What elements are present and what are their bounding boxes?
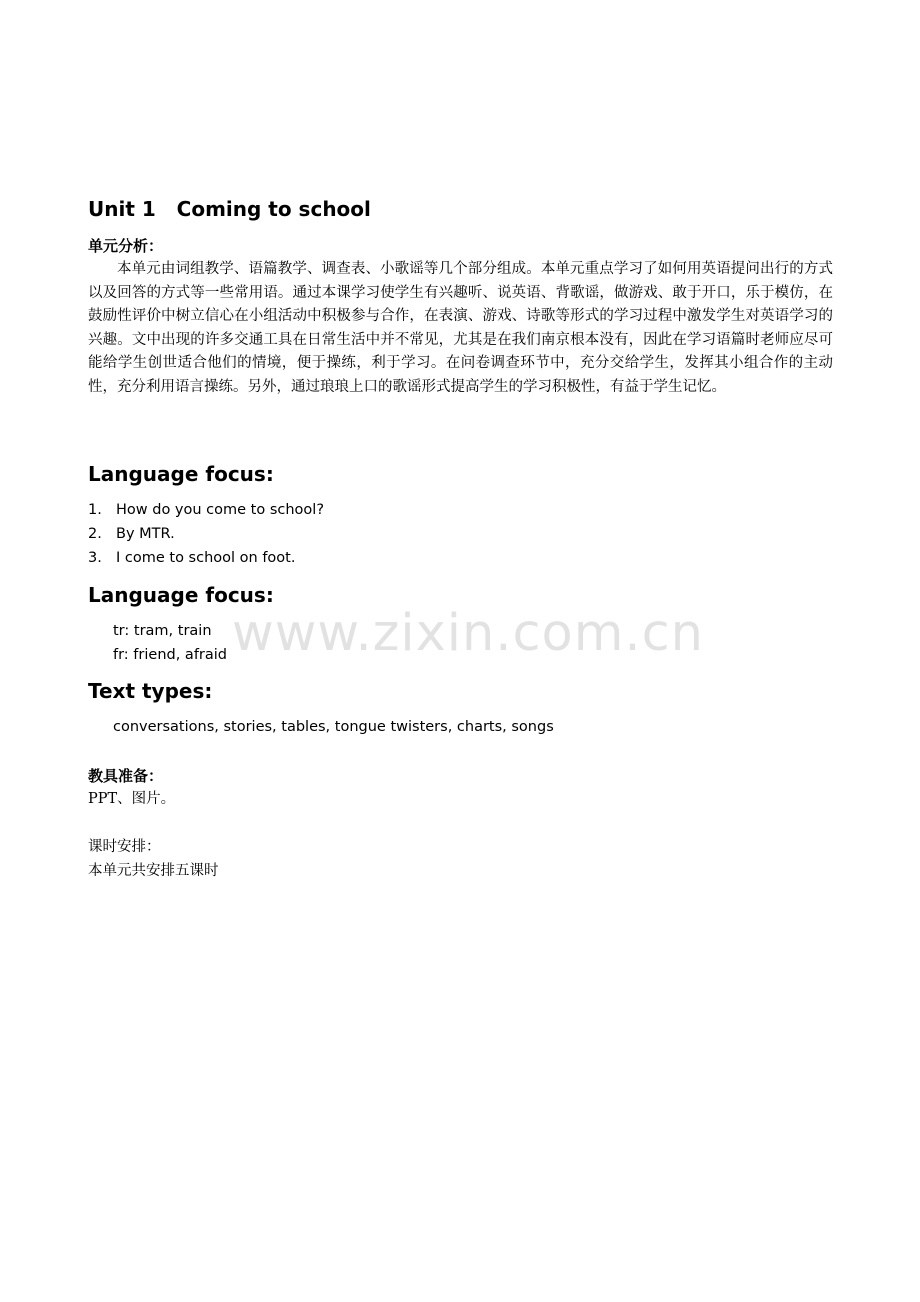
text-types-heading: Text types: xyxy=(88,679,213,703)
list-item: 2. By MTR. xyxy=(88,526,175,542)
materials-content: PPT、图片。 xyxy=(88,791,176,807)
language-focus-heading-2: Language focus: xyxy=(88,583,274,607)
list-item: 3. I come to school on foot. xyxy=(88,550,296,566)
schedule-heading: 课时安排： xyxy=(88,839,161,855)
language-focus-heading-1: Language focus: xyxy=(88,462,274,486)
text-types-content: conversations, stories, tables, tongue twisters, charts, songs xyxy=(113,719,554,735)
list-item: 1. How do you come to school? xyxy=(88,502,325,518)
materials-heading: 教具准备： xyxy=(88,767,164,785)
phonics-line-tr: tr: tram, train xyxy=(113,623,212,639)
phonics-line-fr: fr: friend, afraid xyxy=(113,647,228,663)
unit-title: Unit 1 Coming to school xyxy=(88,197,371,221)
analysis-paragraph: 本单元由词组教学、语篇教学、调查表、小歌谣等几个部分组成。本单元重点学习了如何用英语提问出行的方式以及回答的方式等一些常用语。通过本课学习使学生有兴趣听、说英语、背歌谣，做游戏、敢于开口，乐于模仿，在鼓励性评价中树立信心在小组活动中积极参与合作，在表演、游戏、诗歌等形式的学习过程中激发学生对英语学习的兴趣。文中出现的许多交通工具在日常生活中并不常见，尤其是在我们南京根本没有，因此在学习语篇时老师应尽可能给学生创世适合他们的情境，便于操练，利于学习。在问卷调查环节中，充分交给学生，发挥其小组合作的主动性，充分利用语言操练。另外，通过琅琅上口的歌谣形式提高学生的学习积极性，有益于学生记忆。 xyxy=(88,261,833,395)
language-focus-list xyxy=(88,498,324,570)
analysis-heading: 单元分析： xyxy=(88,237,164,255)
watermark: www.zixin.com.cn xyxy=(232,604,704,663)
schedule-content: 本单元共安排五课时 xyxy=(88,863,219,879)
